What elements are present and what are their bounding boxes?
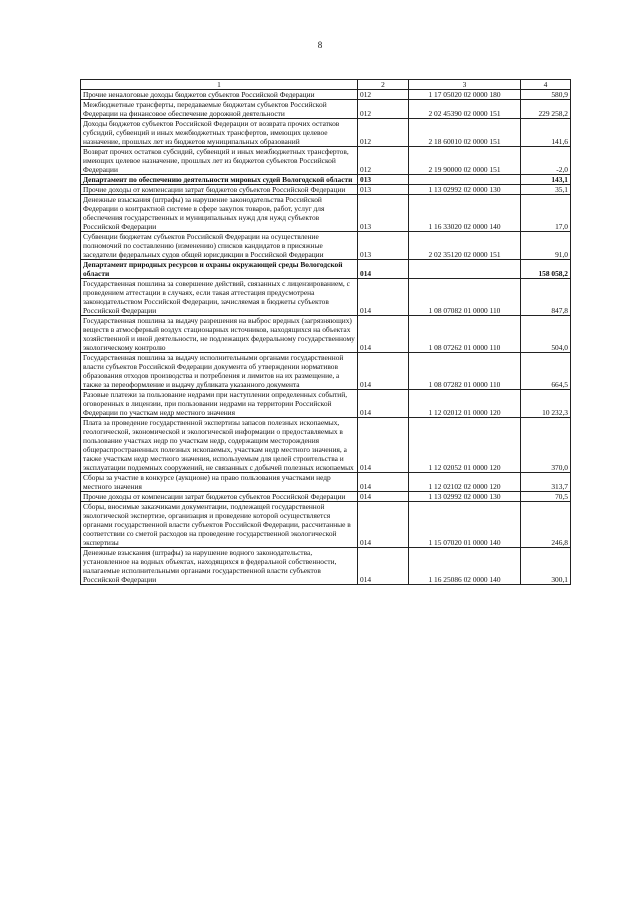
table-row xyxy=(81,147,571,175)
table-row xyxy=(81,175,571,185)
row-code: 014 xyxy=(358,390,409,418)
row-kbk: 2 02 45390 02 0000 151 xyxy=(409,100,521,119)
row-amount: 143,1 xyxy=(521,175,571,185)
row-code: 014 xyxy=(358,279,409,316)
row-description: Возврат прочих остатков субсидий, субвенций и иных межбюджетных трансфертов, имеющих целевое назначение, прошлых лет из бюджетов субъектов Российской Федерации xyxy=(81,147,358,175)
row-kbk xyxy=(409,175,521,185)
row-description: Департамент природных ресурсов и охраны окружающей среды Вологодской области xyxy=(81,260,358,279)
row-kbk: 1 16 25086 02 0000 140 xyxy=(409,548,521,585)
row-amount: 370,0 xyxy=(521,418,571,473)
row-code: 013 xyxy=(358,195,409,232)
table-row xyxy=(81,119,571,147)
row-code: 013 xyxy=(358,185,409,195)
column-header: 1 xyxy=(81,80,358,90)
row-amount: 580,9 xyxy=(521,90,571,100)
row-description: Государственная пошлина за выдачу разрешения на выброс вредных (загрязняющих) веществ в атмосферный воздух стационарных источников, находящихся на объектах хозяйственной и иной деятельности, не подлежащих федеральному государственному экологическому контролю xyxy=(81,316,358,353)
table-row xyxy=(81,390,571,418)
row-description: Прочие доходы от компенсации затрат бюджетов субъектов Российской Федерации xyxy=(81,492,358,502)
page-number: 8 xyxy=(317,40,323,50)
row-code: 014 xyxy=(358,260,409,279)
row-kbk: 1 08 07282 01 0000 110 xyxy=(409,353,521,390)
table-row xyxy=(81,473,571,492)
row-description: Прочие неналоговые доходы бюджетов субъектов Российской Федерации xyxy=(81,90,358,100)
row-description: Департамент по обеспечению деятельности мировых судей Вологодской области xyxy=(81,175,358,185)
table-row xyxy=(81,353,571,390)
table-row xyxy=(81,418,571,473)
row-amount: 70,5 xyxy=(521,492,571,502)
row-description: Субвенции бюджетам субъектов Российской Федерации на осуществление полномочий по составлению (изменению) списков кандидатов в присяжные заседатели федеральных судов общей юрисдикции в Российской Федерации xyxy=(81,232,358,260)
row-description: Прочие доходы от компенсации затрат бюджетов субъектов Российской Федерации xyxy=(81,185,358,195)
row-amount: 91,0 xyxy=(521,232,571,260)
row-description: Доходы бюджетов субъектов Российской Федерации от возврата прочих остатков субсидий, субвенций и иных межбюджетных трансфертов, имеющих целевое назначение, прошлых лет из бюджетов муниципальных образований xyxy=(81,119,358,147)
column-header: 2 xyxy=(358,80,409,90)
row-kbk: 1 08 07262 01 0000 110 xyxy=(409,316,521,353)
row-description: Государственная пошлина за совершение действий, связанных с лицензированием, с проведением аттестации в случаях, если такая аттестация предусмотрена законодательством Российской Федерации, зачисляемая в бюджеты субъектов Российской Федерации xyxy=(81,279,358,316)
row-kbk: 2 02 35120 02 0000 151 xyxy=(409,232,521,260)
row-kbk: 1 08 07082 01 0000 110 xyxy=(409,279,521,316)
table-row xyxy=(81,100,571,119)
row-code: 014 xyxy=(358,492,409,502)
row-kbk: 1 13 02992 02 0000 130 xyxy=(409,492,521,502)
row-kbk: 1 15 07020 01 0000 140 xyxy=(409,502,521,548)
row-amount: -2,0 xyxy=(521,147,571,175)
row-amount: 664,5 xyxy=(521,353,571,390)
row-description: Разовые платежи за пользование недрами при наступлении определенных событий, оговоренных в лицензии, при пользовании недрами на территории Российской Федерации по участкам недр местного значения xyxy=(81,390,358,418)
table-row xyxy=(81,492,571,502)
row-kbk: 1 17 05020 02 0000 180 xyxy=(409,90,521,100)
row-code: 014 xyxy=(358,473,409,492)
row-description: Денежные взыскания (штрафы) за нарушение водного законодательства, установленное на водных объектах, находящихся в федеральной собственности, налагаемые исполнительными органами государственной власти субъектов Российской Федерации xyxy=(81,548,358,585)
row-kbk: 1 12 02102 02 0000 120 xyxy=(409,473,521,492)
row-code: 014 xyxy=(358,548,409,585)
table-row xyxy=(81,232,571,260)
row-code: 012 xyxy=(358,147,409,175)
row-amount: 158 058,2 xyxy=(521,260,571,279)
row-code: 014 xyxy=(358,418,409,473)
table-row xyxy=(81,279,571,316)
row-code: 014 xyxy=(358,316,409,353)
row-description: Межбюджетные трансферты, передаваемые бюджетам субъектов Российской Федерации на финансовое обеспечение дорожной деятельности xyxy=(81,100,358,119)
table-header-row xyxy=(81,80,571,90)
row-amount: 10 232,3 xyxy=(521,390,571,418)
row-kbk: 1 12 02012 01 0000 120 xyxy=(409,390,521,418)
table-row xyxy=(81,502,571,548)
row-code: 014 xyxy=(358,353,409,390)
row-kbk: 1 13 02992 02 0000 130 xyxy=(409,185,521,195)
row-kbk: 1 16 33020 02 0000 140 xyxy=(409,195,521,232)
row-code: 013 xyxy=(358,232,409,260)
row-description: Сборы за участие в конкурсе (аукционе) на право пользования участками недр местного значения xyxy=(81,473,358,492)
row-code: 013 xyxy=(358,175,409,185)
table-row xyxy=(81,316,571,353)
row-code: 012 xyxy=(358,100,409,119)
row-amount: 313,7 xyxy=(521,473,571,492)
row-description: Государственная пошлина за выдачу исполнительными органами государственной власти субъектов Российской Федерации документа об утверждении нормативов образования отходов производства и потребления и лимитов на их размещение, а также за переоформление и выдачу дубликата указанного документа xyxy=(81,353,358,390)
row-amount: 504,0 xyxy=(521,316,571,353)
row-amount: 246,8 xyxy=(521,502,571,548)
table-row xyxy=(81,195,571,232)
row-amount: 35,1 xyxy=(521,185,571,195)
row-code: 012 xyxy=(358,90,409,100)
row-kbk: 1 12 02052 01 0000 120 xyxy=(409,418,521,473)
row-amount: 300,1 xyxy=(521,548,571,585)
table-row xyxy=(81,185,571,195)
row-kbk: 2 18 60010 02 0000 151 xyxy=(409,119,521,147)
row-amount: 229 258,2 xyxy=(521,100,571,119)
row-amount: 141,6 xyxy=(521,119,571,147)
table-row xyxy=(81,548,571,585)
row-description: Денежные взыскания (штрафы) за нарушение законодательства Российской Федерации о контрактной системе в сфере закупок товаров, работ, услуг для обеспечения государственных и муниципальных нужд для нужд субъектов Российской Федерации xyxy=(81,195,358,232)
column-header: 4 xyxy=(521,80,571,90)
column-header: 3 xyxy=(409,80,521,90)
row-code: 014 xyxy=(358,502,409,548)
row-amount: 17,0 xyxy=(521,195,571,232)
revenue-table xyxy=(80,79,571,585)
table-row xyxy=(81,90,571,100)
row-code: 012 xyxy=(358,119,409,147)
table-row xyxy=(81,260,571,279)
row-kbk: 2 19 90000 02 0000 151 xyxy=(409,147,521,175)
row-description: Плата за проведение государственной экспертизы запасов полезных ископаемых, геологической, экономической и экологической информации о предоставляемых в пользование участках недр по участкам недр, содержащим месторождения общераспространенных полезных ископаемых, участкам недр местного значения, а также участкам недр местного значения, используемым для целей строительства и эксплуатации подземных сооружений, не связанных с добычей полезных ископаемых xyxy=(81,418,358,473)
row-description: Сборы, вносимые заказчиками документации, подлежащей государственной экологической экспертизе, организация и проведение которой осуществляется органами государственной власти субъектов Российской Федерации, рассчитанные в соответствии со сметой расходов на проведение государственной экологической экспертизы xyxy=(81,502,358,548)
row-amount: 847,8 xyxy=(521,279,571,316)
row-kbk xyxy=(409,260,521,279)
